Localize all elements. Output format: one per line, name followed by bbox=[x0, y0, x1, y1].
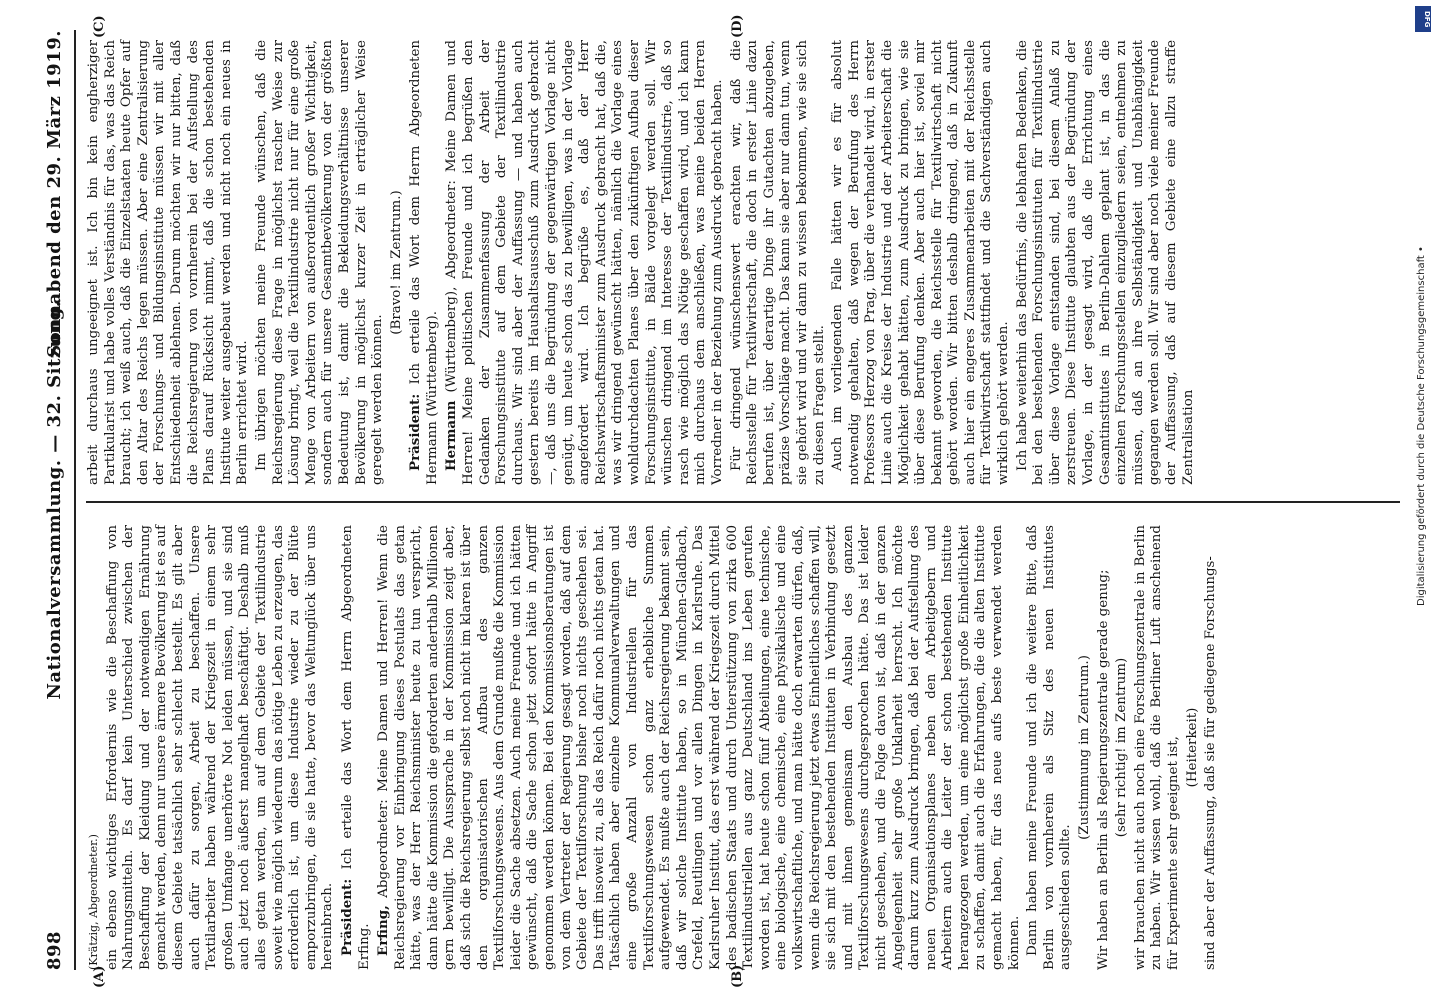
left-column bbox=[86, 525, 1400, 970]
header-assembly: Nationalversammlung. — 32. Sitzung. bbox=[44, 300, 65, 700]
interjection: (Heiterkeit) bbox=[1184, 707, 1200, 788]
column-divider bbox=[86, 501, 1400, 503]
dfg-logo: DFG bbox=[1415, 6, 1431, 32]
dfg-stamp-text: Digitalisierung gefördert durch die Deutsche Forschungsgemeinschaft • bbox=[1416, 246, 1427, 606]
speaker-name: Präsident: bbox=[338, 878, 355, 956]
margin-mark-d: (D) bbox=[730, 14, 745, 38]
margin-mark-a: (A) bbox=[92, 965, 107, 988]
paragraph: Präsident: Ich erteile das Wort dem Herrn Abgeordneten Erfing. bbox=[338, 525, 372, 970]
paragraph: Hermann (Württemberg), Abgeordneter: Meine Damen und Herren! Meine politischen Freunde und ich begrüßen den Gedanken der Zusammenfassung der Arbeit der Forschungsinstitute auf dem Gebiete der Textilindustrie durchaus. Wir sind aber der Auffassung — und haben auch gestern bereits im Haushaltsausschuß zum Ausdruck gebracht —, daß uns die Begründung der gegenwärtigen Vorlage nicht genügt, um heute schon das zu bewilligen, was in der Vorlage angefordert wird. Ich begrüße es, daß der Herr Reichswirtschaftsminister zum Ausdruck gebracht hat, daß die, was wir dringend gewünscht hätten, nämlich die Vorlage eines wohldurchdachten Planes über den zukünftigen Aufbau dieser Forschungsinstitute, in Bälde vorgelegt werden soll. Wir wünschen dringend im Interesse der Textilindustrie, daß so rasch wie möglich das Nötige geschaffen wird, und ich kann mich durchaus dem anschließen, was meine beiden Herren Vorredner in der Beziehung zum Ausdruck gebracht haben. bbox=[443, 39, 725, 485]
interjection: (Zustimmung im Zentrum.) bbox=[1077, 655, 1093, 840]
document-page bbox=[30, 10, 1410, 990]
page-number: 898 bbox=[44, 930, 65, 970]
page-header bbox=[40, 30, 76, 970]
speaker-name: Hermann bbox=[443, 400, 460, 471]
paragraph: Präsident: Ich erteile das Wort dem Herrn Abgeordneten Hermann (Württemberg). bbox=[407, 40, 440, 485]
margin-mark-c: (C) bbox=[92, 15, 107, 38]
paragraph: Wir haben an Berlin als Regierungszentrale gerade genug; bbox=[1095, 569, 1111, 970]
paragraph: Für dringend wünschenswert erachten wir, daß die Reichsstelle für Textilwirtschaft, die doch in erster Linie dazu berufen ist, über derartige Dinge ihr Gutachten abzugeben, präzise Vorschläge macht. Das kann sie aber nur dann tun, wenn sie gehört wird und wir dann zu wissen bekommen, wie sie sich zu diesen Fragen stellt. bbox=[728, 40, 827, 485]
paragraph: ein ebenso wichtiges Erfordernis wie die Beschaffung von Nahrungsmitteln. Es darf kein Unterschied zwischen der Beschaffung der Kleidung und der notwendigen Ernährung gemacht werden, denn nur unsere ärmere Bevölkerung ist es auf diesem Gebiete tatsächlich sehr schlecht bestellt. Es gilt aber auch dafür zu sorgen, Arbeit zu beschaffen. Unsere Textilarbeiter haben während der Kriegszeit in einem sehr großen Umfange unerhörte Not leiden müssen, und sie sind auch jetzt noch äußerst mangelhaft beschäftigt. Deshalb muß alles getan werden, um auf dem Gebiete der Textilindustrie soweit wie möglich wiederum das nötige Leben zu erzeugen, das erforderlich ist, um diese Industrie wieder zu der Blüte emporzubringen, die sie hatte, bevor das Weltunglück über uns hereinbrach. bbox=[104, 525, 336, 970]
paragraph: wir brauchen nicht auch noch eine Forschungszentrale in Berlin zu haben. Wir wissen wohl, daß die Berliner Luft anscheinend für Experimente sehr geeignet ist, bbox=[1132, 525, 1181, 970]
speaker-name: Erfing, bbox=[375, 905, 392, 956]
paragraph: Auch im vorliegenden Falle hätten wir es für absolut notwendig gehalten, daß wegen der Berufung des Herrn Professors Herzog von Prag, über die verhandelt wird, in erster Linie auch die Kreise der Industrie und der Arbeiterschaft die Möglichkeit gehabt hätten, zum Ausdruck zu bringen, wie sie über diese Berufung denken. Aber auch hier ist, soviel mir bekannt geworden, die Reichsstelle für Textilwirtschaft nicht gehört worden. Wir bitten deshalb dringend, daß in Zukunft auch hier ein engeres Zusammenarbeiten mit der Reichsstelle für Textilwirtschaft stattfindet und die Sachverständigen auch wirklich gehört werden. bbox=[830, 40, 1012, 485]
margin-mark-b: (B) bbox=[730, 964, 745, 988]
dfg-stamp bbox=[1416, 6, 1430, 606]
speaker-attribution: (Krätzig, Abgeordneter.) bbox=[87, 834, 100, 970]
right-column bbox=[86, 40, 1400, 485]
paragraph: Erfing, Abgeordneter: Meine Damen und Herren! Wenn die Reichsregierung vor Einbringung dieses Postulats das getan hätte, was der Herr Reichsminister heute zu tun verspricht, dann hätte die Kommission die geforderten anderthalb Millionen gern bewilligt. Die Aussprache in der Kommission zeigt aber, daß sich die Reichsregierung selbst noch nicht im klaren ist über den organisatorischen Aufbau des ganzen Textilforschungswesens. Aus dem Grunde mußte die Kommission leider die Sache absetzen. Auch meine Freunde und ich hätten gewünscht, daß die Sache schon jetzt sofort hätte in Angriff genommen werden können. Bei den Kommissionsberatungen ist von dem Vertreter der Regierung gesagt worden, daß auf dem Gebiete der Textilforschung bisher noch nichts geschehen sei. Das trifft insoweit zu, als das Reich dafür noch nichts getan hat. Tatsächlich haben aber einzelne Kommunalverwaltungen und eine große Anzahl von Industriellen für das Textilforschungswesen schon ganz erhebliche Summen aufgewendet. Es mußte auch der Reichsregierung bekannt sein, daß wir solche Institute haben, so in München-Gladbach, Crefeld, Reutlingen und vor allen Dingen in Karlsruhe. Das Karlsruher Institut, das erst während der Kriegszeit durch Mittel des badischen Staats und durch Unterstützung von zirka 600 Textilindustriellen aus ganz Deutschland ins Leben gerufen worden ist, hat heute schon fünf Abteilungen, eine technische, eine biologische, eine chemische, eine physikalische und eine volkswirtschaftliche, und man hätte doch erwarten dürfen, daß, wenn die Reichsregierung jetzt etwas Einheitliches schaffen will, sie sich mit den bestehenden Instituten in Verbindung gesetzt und mit ihnen gemeinsam den Ausbau des ganzen Textilforschungswesens durchgesprochen hätte. Das ist leider nicht geschehen, und die Folge davon ist, daß in der ganzen Angelegenheit sehr große Unklarheit herrscht. Ich möchte darum kurz zum Ausdruck bringen, daß bei der Aufstellung des neuen Organisationsplanes neben den Arbeitgebern und Arbeitern auch die Leiter der schon bestehenden Institute herangezogen werden, um eine möglichst große Einheitlichkeit zu schaffen, damit auch die Erfahrungen, die die alten Institute gemacht haben, für das neue aufs beste verwendet werden können. bbox=[375, 525, 1022, 970]
paragraph: Im übrigen möchten meine Freunde wünschen, daß die Reichsregierung diese Frage in möglichst rascher Weise zur Lösung bringt, weil die Textilindustrie nicht nur für eine große Menge von Arbeitern von außerordentlich großer Wichtigkeit, sondern auch für unsere Gesamtbevölkerung von der größten Bedeutung ist, damit die Bekleidungsverhältnisse unserer Bevölkerung in möglichst kurzer Zeit in erträglicher Weise geregelt werden können. bbox=[253, 40, 386, 485]
paragraph: Dann haben meine Freunde und ich die weitere Bitte, daß Berlin von vornherein als Sitz des neuen Institutes ausgeschieden sollte. bbox=[1025, 525, 1074, 970]
paragraph: sind aber der Auffassung, daß sie für gediegene Forschungs- bbox=[1203, 556, 1219, 970]
interjection: (sehr richtig! im Zentrum) bbox=[1114, 657, 1130, 838]
paragraph: Ich habe weiterhin das Bedürfnis, die lebhaften Bedenken, die bei den bestehenden Forschungsinstituten für Textilindustrie über diese Vorlage entstanden sind, bei diesem Anlaß zu zerstreuen. Diese Institute glaubten aus der Begründung der Vorlage, in der gesagt wird, daß die Errichtung eines Gesamtinstitutes in Berlin-Dahlem geplant ist, in das die einzelnen Forschungsstellen einzugliedern seien, entnehmen zu müssen, daß an ihre Selbständigkeit und Unabhängigkeit gegangen werden soll. Wir sind aber noch viele meiner Freunde der Auffassung, daß auf diesem Gebiete eine allzu straffe Zentralisation bbox=[1014, 40, 1196, 485]
paragraph: arbeit durchaus ungeeignet ist. Ich bin kein engherziger Partikularist und habe volles Verständnis für das, was das Reich braucht; ich weiß auch, daß die Einzelstaaten heute Opfer auf den Altar des Reichs legen müssen. Aber eine Zentralisierung der Forschungs- und Bildungsinstitute müssen wir mit aller Entschiedenheit ablehnen. Darum möchten wir nur bitten, daß die Reichsregierung von vornherein bei der Aufstellung des Plans darauf Rücksicht nimmt, daß die schon bestehenden Institute weiter ausgebaut werden und nicht noch ein neues in Berlin errichtet wird. bbox=[86, 40, 251, 485]
speaker-name: Präsident: bbox=[407, 393, 424, 471]
interjection: (Bravo! im Zentrum.) bbox=[388, 190, 404, 335]
header-date: Sonnabend den 29. März 1919. bbox=[44, 30, 65, 358]
